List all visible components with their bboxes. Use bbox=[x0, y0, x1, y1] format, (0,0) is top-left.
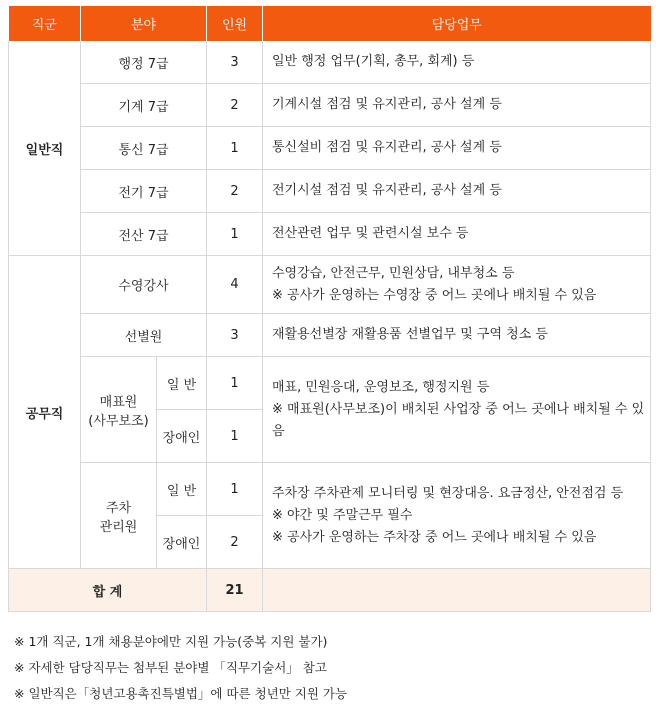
table-row bbox=[9, 41, 651, 84]
field-cell bbox=[81, 357, 157, 463]
header-count: 인원 bbox=[207, 6, 263, 41]
group-public: 공무직 bbox=[9, 256, 81, 569]
field-cell: 수영강사 bbox=[81, 256, 207, 314]
field-line: 매표원 bbox=[99, 394, 138, 410]
sub-field-cell: 장애인 bbox=[157, 516, 207, 569]
table-row bbox=[9, 463, 651, 516]
field-cell bbox=[81, 463, 157, 569]
count-cell: 2 bbox=[207, 84, 263, 127]
count-cell: 2 bbox=[207, 516, 263, 569]
sub-field-cell: 장애인 bbox=[157, 410, 207, 463]
count-cell: 3 bbox=[207, 314, 263, 357]
table-row bbox=[9, 213, 651, 256]
duty-cell: 통신설비 점검 및 유지관리, 공사 설계 등 bbox=[263, 127, 651, 170]
table-row bbox=[9, 357, 651, 410]
duty-note: ※ 매표원(사무보조)이 배치된 사업장 중 어느 곳에나 배치될 수 있음 bbox=[272, 401, 645, 439]
note-line: ※ 1개 직군, 1개 채용분야에만 지원 가능(중복 지원 불가) bbox=[14, 634, 328, 649]
duty-cell: 재활용선별장 재활용품 선별업무 및 구역 청소 등 bbox=[263, 314, 651, 357]
field-cell: 행정 7급 bbox=[81, 41, 207, 84]
count-cell: 1 bbox=[207, 213, 263, 256]
group-general: 일반직 bbox=[9, 41, 81, 256]
total-count: 21 bbox=[207, 569, 263, 612]
duty-cell: 일반 행정 업무(기획, 총무, 회계) 등 bbox=[263, 41, 651, 84]
table-row bbox=[9, 170, 651, 213]
duty-cell: 기계시설 점검 및 유지관리, 공사 설계 등 bbox=[263, 84, 651, 127]
duty-cell: 전기시설 점검 및 유지관리, 공사 설계 등 bbox=[263, 170, 651, 213]
field-cell: 전기 7급 bbox=[81, 170, 207, 213]
duty-cell bbox=[263, 463, 651, 569]
duty-cell: 전산관련 업무 및 관련시설 보수 등 bbox=[263, 213, 651, 256]
field-line: 관리원 bbox=[99, 519, 138, 535]
count-cell: 1 bbox=[207, 357, 263, 410]
table-row bbox=[9, 84, 651, 127]
header-group: 직군 bbox=[9, 6, 81, 41]
field-cell: 선별원 bbox=[81, 314, 207, 357]
header-duty: 담당업무 bbox=[263, 6, 651, 41]
count-cell: 1 bbox=[207, 463, 263, 516]
field-cell: 통신 7급 bbox=[81, 127, 207, 170]
field-line: 주차 bbox=[105, 500, 132, 516]
recruitment-table bbox=[8, 6, 651, 612]
field-cell: 기계 7급 bbox=[81, 84, 207, 127]
duty-line: 매표, 민원응대, 운영보조, 행정지원 등 bbox=[272, 379, 490, 395]
duty-note: ※ 공사가 운영하는 주차장 중 어느 곳에나 배치될 수 있음 bbox=[272, 529, 597, 545]
duty-note: ※ 야간 및 주말근무 필수 bbox=[272, 507, 413, 523]
count-cell: 1 bbox=[207, 410, 263, 463]
count-cell: 3 bbox=[207, 41, 263, 84]
total-row bbox=[9, 569, 651, 612]
table-header-row bbox=[9, 6, 651, 41]
notes bbox=[14, 632, 347, 710]
duty-cell bbox=[263, 357, 651, 463]
table-row bbox=[9, 127, 651, 170]
sub-field-cell: 일 반 bbox=[157, 357, 207, 410]
count-cell: 4 bbox=[207, 256, 263, 314]
duty-line: 수영강습, 안전근무, 민원상담, 내부청소 등 bbox=[272, 265, 515, 281]
duty-note: ※ 공사가 운영하는 수영장 중 어느 곳에나 배치될 수 있음 bbox=[272, 287, 597, 303]
total-empty bbox=[263, 569, 651, 612]
field-line: (사무보조) bbox=[88, 413, 149, 429]
note-line: ※ 자세한 담당직무는 첨부된 분야별 「직무기술서」 참고 bbox=[14, 660, 327, 675]
sub-field-cell: 일 반 bbox=[157, 463, 207, 516]
table-row bbox=[9, 314, 651, 357]
note-line: ※ 일반직은「청년고용촉진특별법」에 따른 청년만 지원 가능 bbox=[14, 686, 348, 701]
header-field: 분야 bbox=[81, 6, 207, 41]
count-cell: 1 bbox=[207, 127, 263, 170]
count-cell: 2 bbox=[207, 170, 263, 213]
total-label: 합 계 bbox=[9, 569, 207, 612]
duty-line: 주차장 주차관제 모니터링 및 현장대응. 요금정산, 안전점검 등 bbox=[272, 485, 624, 501]
duty-cell bbox=[263, 256, 651, 314]
table-row bbox=[9, 256, 651, 314]
field-cell: 전산 7급 bbox=[81, 213, 207, 256]
